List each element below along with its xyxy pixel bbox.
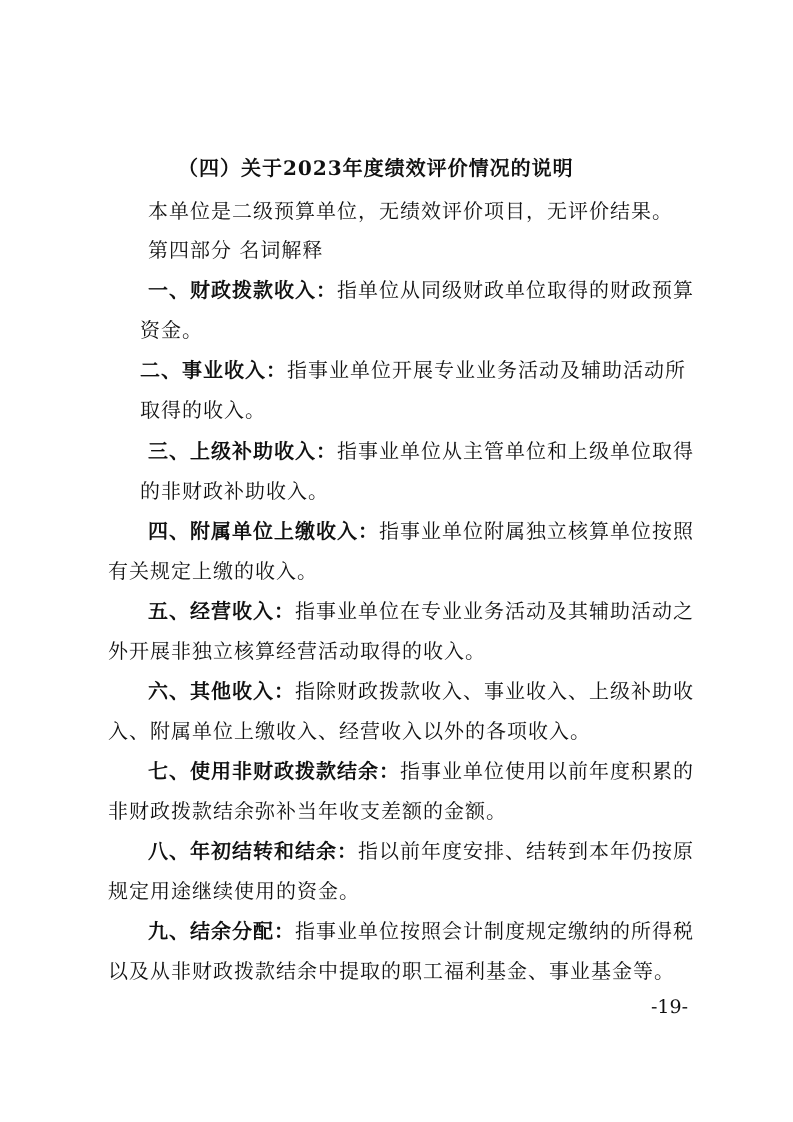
definition-text: 指单位从同级财政单位取得的财政预算 — [337, 278, 694, 302]
definition-7-line-1 — [148, 758, 694, 784]
definition-5-line-1 — [148, 598, 694, 624]
definition-1-line-2: 资金。 — [140, 318, 203, 342]
definition-term: 三、上级补助收入： — [148, 439, 337, 463]
definition-6-line-2: 入、附属单位上缴收入、经营收入以外的各项收入。 — [108, 719, 591, 743]
definition-text: 指以前年度安排、结转到本年仍按原 — [358, 839, 694, 863]
definition-4-line-1 — [148, 518, 694, 544]
definition-2-line-1 — [140, 357, 686, 383]
definition-8-line-2: 规定用途继续使用的资金。 — [108, 879, 360, 903]
definition-3-line-1 — [148, 438, 694, 464]
definition-9-line-1 — [148, 918, 694, 944]
definition-term: 一、财政拨款收入： — [148, 278, 337, 302]
section-text: 本单位是二级预算单位，无绩效评价项目，无评价结果。 — [148, 199, 673, 223]
definition-term: 二、事业收入： — [140, 358, 287, 382]
definition-5-line-2: 外开展非独立核算经营活动取得的收入。 — [108, 639, 486, 663]
part-heading: 第四部分 名词解释 — [148, 238, 324, 262]
definition-2-line-2: 取得的收入。 — [140, 398, 266, 422]
definition-4-line-2: 有关规定上缴的收入。 — [108, 559, 318, 583]
definition-text: 指事业单位按照会计制度规定缴纳的所得税 — [295, 919, 694, 943]
definition-text: 指事业单位从主管单位和上级单位取得 — [337, 439, 694, 463]
definition-text: 指除财政拨款收入、事业收入、上级补助收 — [295, 679, 694, 703]
definition-6-line-1 — [148, 678, 694, 704]
definition-text: 指事业单位开展专业业务活动及辅助活动所 — [287, 358, 686, 382]
definition-3-line-2: 的非财政补助收入。 — [140, 479, 329, 503]
definition-9-line-2: 以及从非财政拨款结余中提取的职工福利基金、事业基金等。 — [108, 959, 675, 983]
definition-text: 指事业单位在专业业务活动及其辅助活动之 — [295, 599, 694, 623]
definition-term: 八、年初结转和结余： — [148, 839, 358, 863]
definition-term: 九、结余分配： — [148, 919, 295, 943]
definition-term: 四、附属单位上缴收入： — [148, 519, 379, 543]
definition-term: 五、经营收入： — [148, 599, 295, 623]
definition-1-line-1 — [148, 277, 694, 303]
definition-text: 指事业单位附属独立核算单位按照 — [379, 519, 694, 543]
definition-7-line-2: 非财政拨款结余弥补当年收支差额的金额。 — [108, 799, 507, 823]
page-number: -19- — [651, 996, 689, 1018]
definition-term: 六、其他收入： — [148, 679, 295, 703]
definition-8-line-1 — [148, 838, 694, 864]
definition-text: 指事业单位使用以前年度积累的 — [400, 759, 694, 783]
definition-term: 七、使用非财政拨款结余： — [148, 759, 400, 783]
section-heading: （四）关于2023年度绩效评价情况的说明 — [178, 156, 574, 180]
